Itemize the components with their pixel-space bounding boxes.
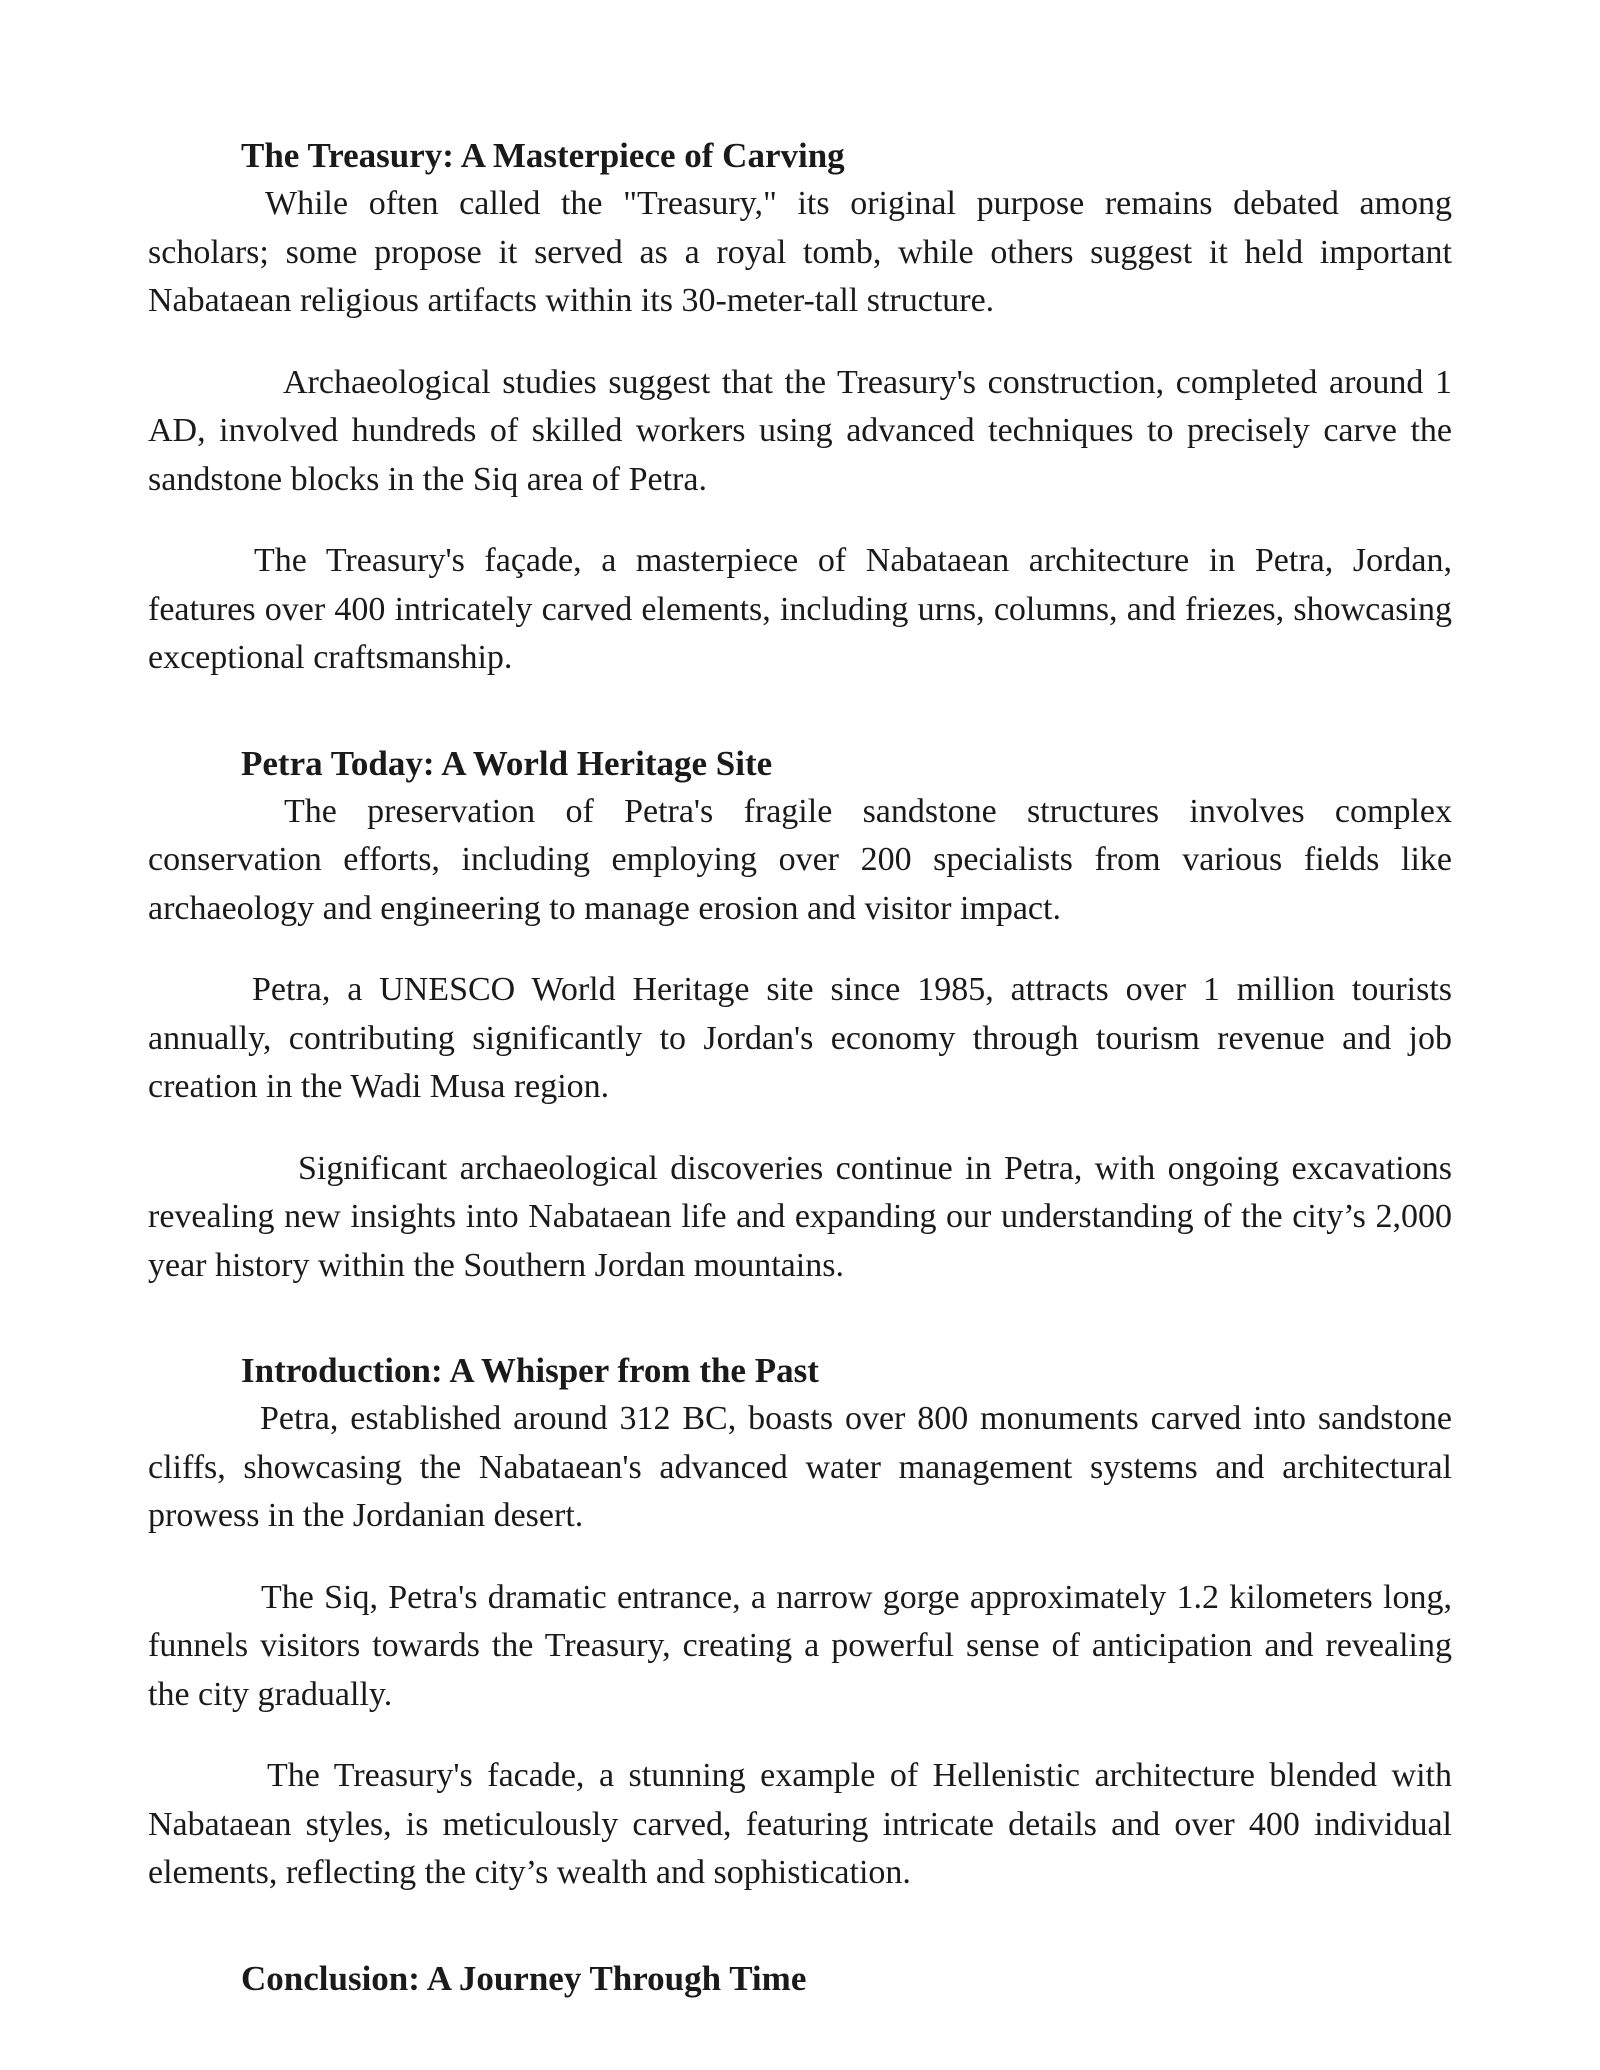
section-heading-treasury: The Treasury: A Masterpiece of Carving — [241, 136, 845, 175]
paragraph: Archaeological studies suggest that the Treasury's construction, completed around 1 AD, involved hundreds of skilled workers using advanced techniques to precisely carve the sandstone blocks in the Siq area of Petra. — [148, 363, 1452, 498]
section-heading-introduction: Introduction: A Whisper from the Past — [241, 1351, 819, 1390]
section-heading-petra-today: Petra Today: A World Heritage Site — [241, 743, 773, 783]
paragraph: While often called the "Treasury," its original purpose remains debated among scholars; some propose it served as a royal tomb, while others suggest it held important Nabataean religious artifacts within its 30-meter-tall structure. — [148, 185, 1452, 319]
paragraph: The Treasury's façade, a masterpiece of Nabataean architecture in Petra, Jordan, features over 400 intricately carved elements, including urns, columns, and friezes, showcasing exceptional craftsmanship. — [148, 542, 1452, 676]
paragraph: Petra, established around 312 BC, boasts over 800 monuments carved into sandstone cliffs, showcasing the Nabataean's advanced water management systems and architectural prowess in the Jordanian desert. — [148, 1400, 1452, 1534]
paragraph: The Siq, Petra's dramatic entrance, a narrow gorge approximately 1.2 kilometers long, funnels visitors towards the Treasury, creating a powerful sense of anticipation and revealing the city gradually. — [148, 1578, 1452, 1713]
section-heading-conclusion: Conclusion: A Journey Through Time — [241, 1958, 807, 1998]
paragraph: The preservation of Petra's fragile sandstone structures involves complex conservation efforts, including employing over 200 specialists from various fields like archaeology and engineering to manage erosion and visitor impact. — [148, 792, 1452, 927]
paragraph: The Treasury's facade, a stunning example of Hellenistic architecture blended with Nabataean styles, is meticulously carved, featuring intricate details and over 400 individual elements, reflecting the city’s wealth and sophistication. — [148, 1757, 1452, 1891]
paragraph: Petra, a UNESCO World Heritage site since 1985, attracts over 1 million tourists annually, contributing significantly to Jordan's economy through tourism revenue and job creation in the Wadi Musa region. — [148, 971, 1452, 1105]
document-page — [148, 132, 1452, 2003]
paragraph: Significant archaeological discoveries continue in Petra, with ongoing excavations revealing new insights into Nabataean life and expanding our understanding of the city’s 2,000 year history within the Southern Jordan mountains. — [148, 1149, 1452, 1284]
